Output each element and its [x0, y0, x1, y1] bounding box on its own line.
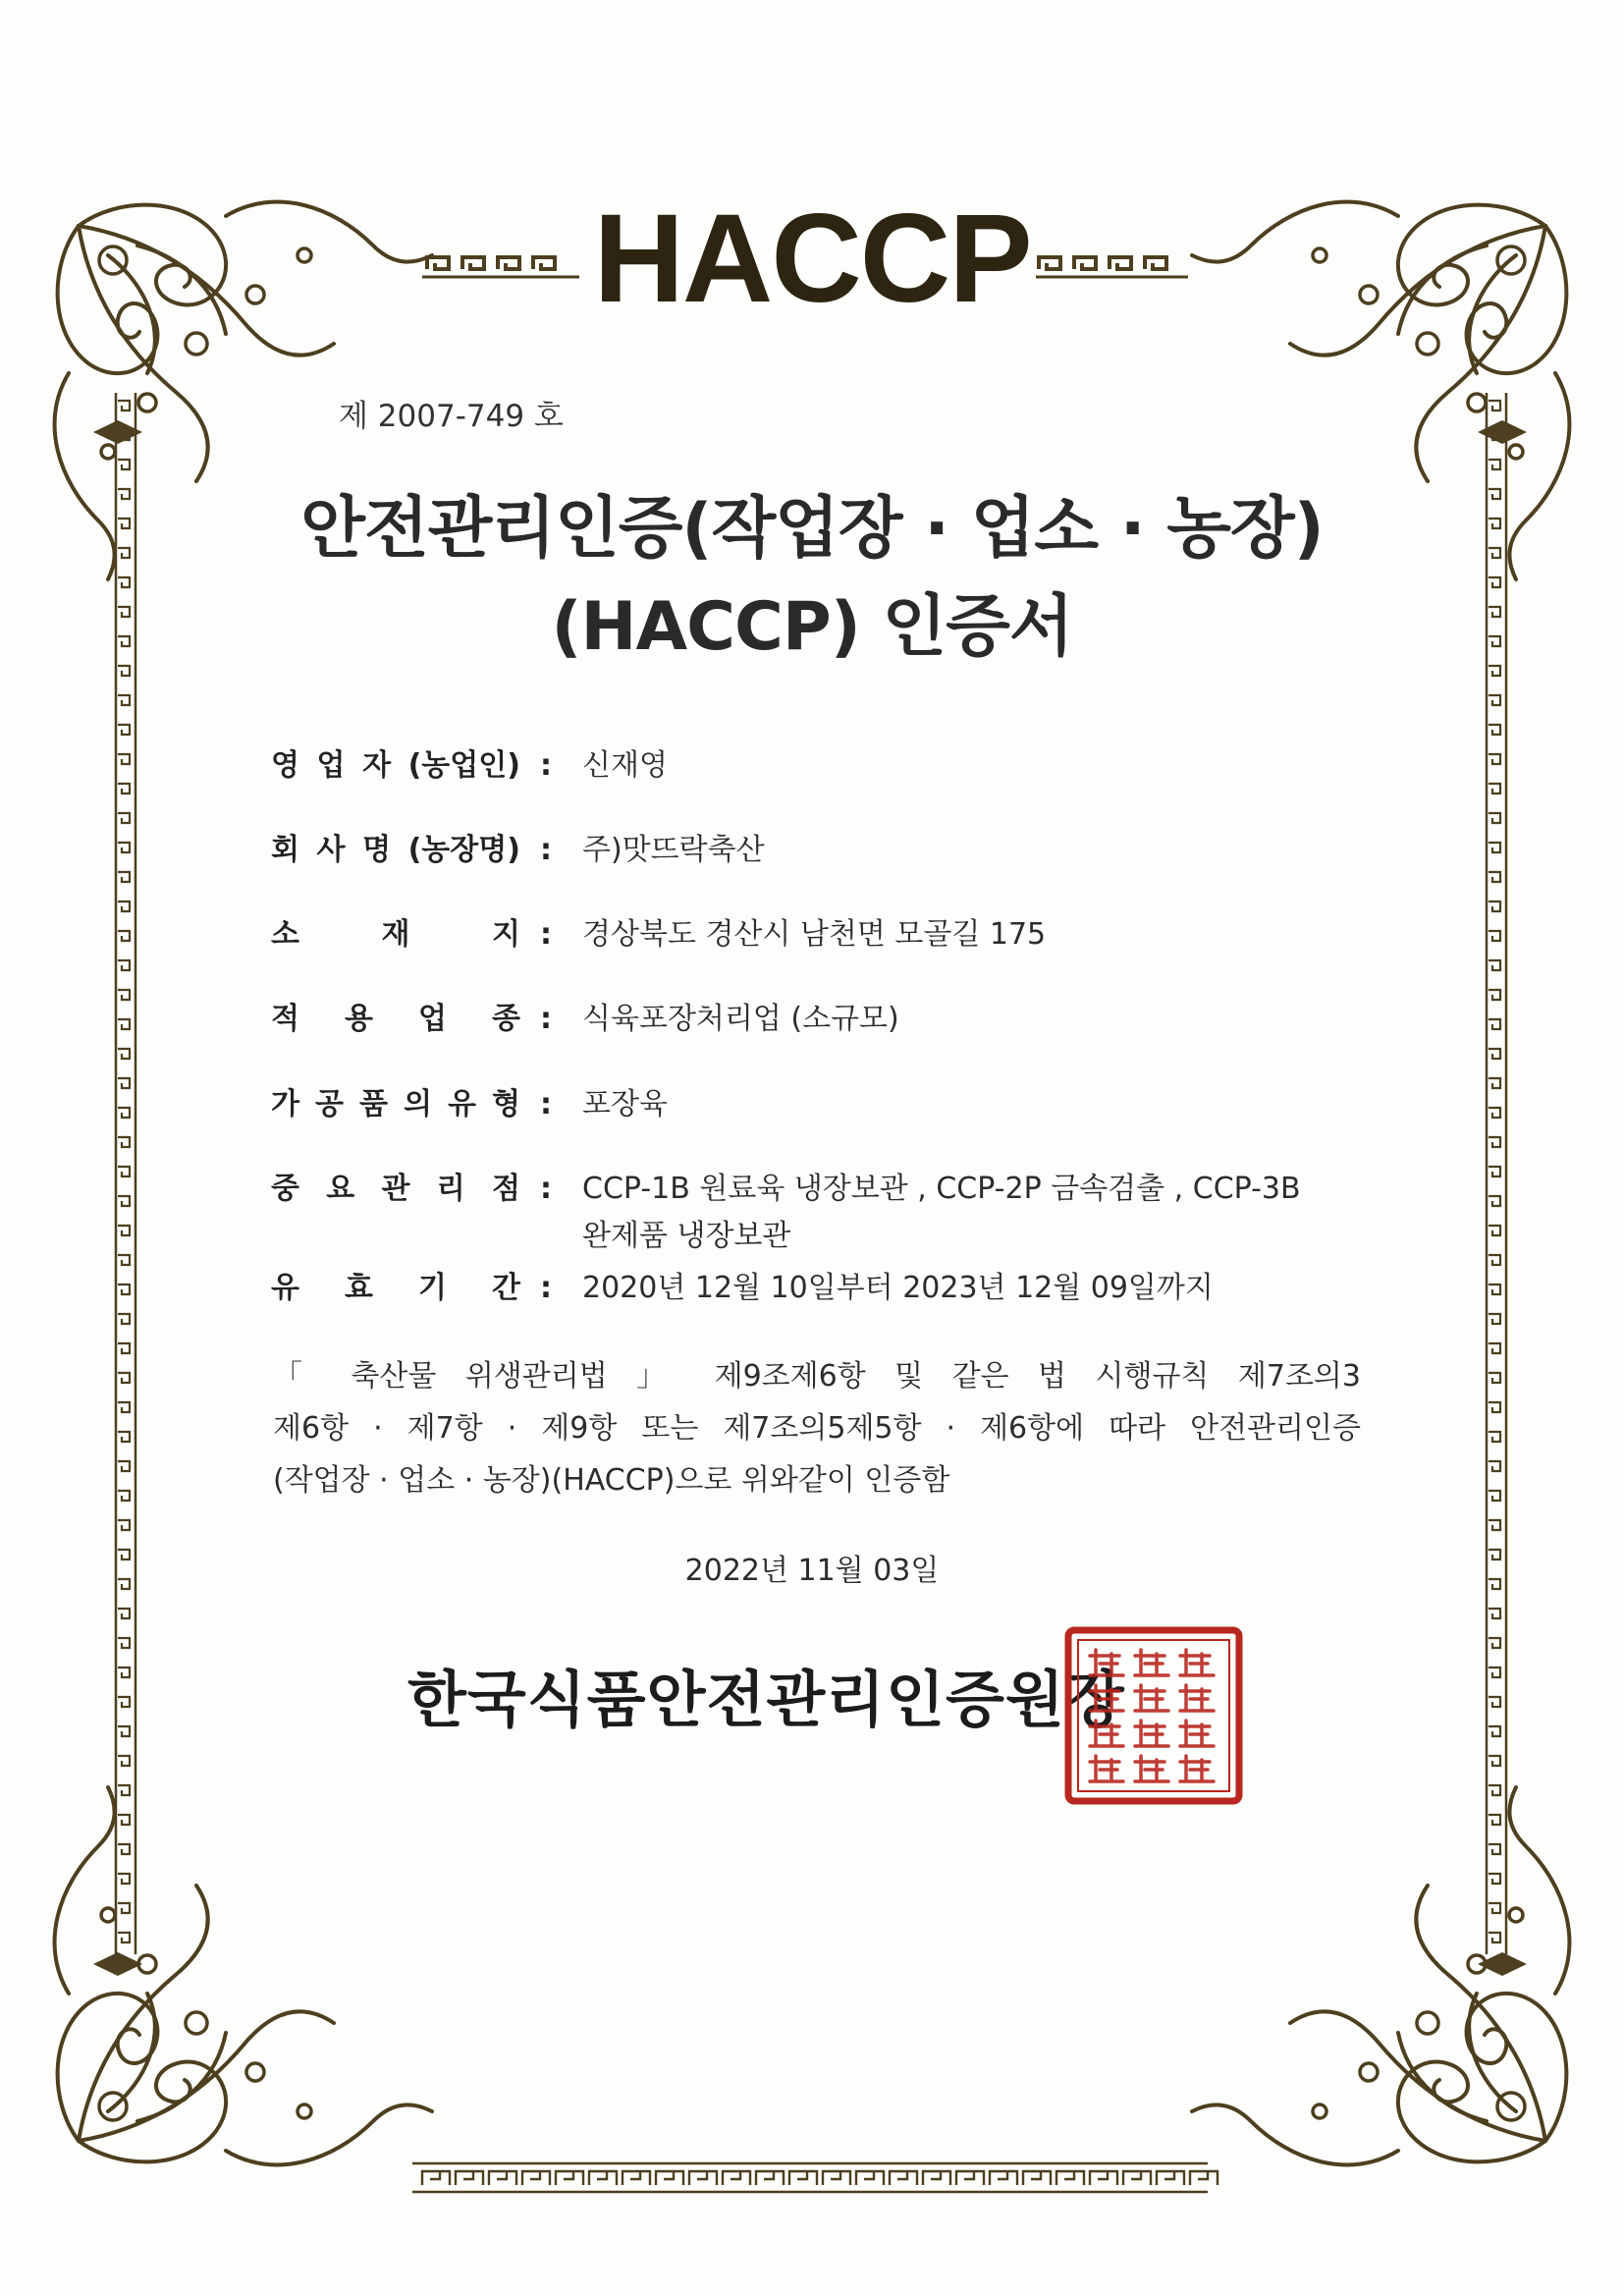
- field-label: [271, 917, 520, 952]
- field-label-part: 유: [448, 1087, 476, 1121]
- corner-flourish: [55, 1787, 432, 2164]
- seal-script: [1090, 1650, 1214, 1781]
- field-label-part: 명: [362, 833, 392, 867]
- field-value-line: 완제품 냉장보관: [582, 1219, 791, 1253]
- leaf-ornament: [1478, 420, 1527, 444]
- field-label-part: 재: [381, 917, 410, 952]
- field-value-line: 주)맛뜨락축산: [582, 833, 765, 867]
- field-label-part: 업: [418, 1002, 447, 1036]
- field-value: [582, 1002, 899, 1036]
- field-value-line: 식육포장처리업 (소규모): [582, 1002, 899, 1036]
- field-label-part: 유: [271, 1271, 299, 1305]
- flourish-scroll: [1417, 2012, 1438, 2034]
- certificate-title-line2: (HACCP) 인증서: [551, 588, 1073, 666]
- legal-statement-line: 「 축산물 위생관리법 」 제9조제6항 및 같은 법 시행규칙 제7조의3: [273, 1359, 1361, 1394]
- field-label-part: 사: [316, 833, 346, 867]
- legal-statement-line: 제6항 · 제7항 · 제9항 또는 제7조의5제5항 · 제6항에 따라 안전관리인증: [273, 1411, 1361, 1446]
- field-label-part: 중: [271, 1172, 299, 1206]
- field-label: [271, 748, 520, 783]
- flourish-scroll: [1509, 445, 1523, 459]
- field-label-part: 회: [271, 833, 299, 867]
- field-value: [582, 1271, 1214, 1305]
- field-value: [582, 1087, 668, 1121]
- field-label-part: 효: [345, 1271, 373, 1305]
- flourish-scroll: [138, 394, 156, 411]
- field-label-part: 소: [271, 917, 299, 952]
- field-label-part: 영: [271, 748, 299, 783]
- field-colon: :: [540, 1002, 552, 1036]
- flourish-scroll: [186, 333, 207, 355]
- field-value-line: 포장육: [582, 1087, 668, 1121]
- flourish-scroll: [1417, 333, 1438, 355]
- flourish-stroke: [226, 2105, 432, 2164]
- field-colon: :: [540, 1271, 552, 1305]
- certificate-number: 제 2007-749 호: [339, 399, 564, 434]
- flourish-stroke: [79, 1886, 208, 2141]
- legal-statement-line: (작업장 · 업소 · 농장)(HACCP)으로 위와같이 인증함: [273, 1463, 950, 1498]
- field-colon: :: [540, 833, 552, 867]
- field-value: [582, 833, 765, 867]
- flourish-scroll: [298, 2105, 311, 2118]
- field-label-part: 종: [492, 1002, 520, 1036]
- field-label-part: 간: [492, 1271, 520, 1305]
- issuer-name: 한국식품안전관리인증원장: [407, 1664, 1125, 1735]
- field-colon: :: [540, 1087, 552, 1121]
- field-label-part: 리: [436, 1172, 465, 1206]
- field-colon: :: [540, 917, 552, 952]
- field-label-part: 기: [418, 1271, 447, 1305]
- flourish-stroke: [1192, 2105, 1398, 2164]
- field-label-part: 형: [492, 1087, 520, 1121]
- field-colon: :: [540, 748, 552, 783]
- flourish-scroll: [1468, 394, 1486, 411]
- field-label-part: 자: [362, 748, 392, 783]
- field-label-part: 품: [359, 1087, 388, 1121]
- field-value-line: 2020년 12월 10일부터 2023년 12월 09일까지: [582, 1271, 1214, 1305]
- field-label-part: 가: [271, 1087, 299, 1121]
- field-colon: :: [540, 1172, 552, 1206]
- field-label-part: 관: [381, 1172, 410, 1206]
- greek-key-pattern: [422, 2171, 1218, 2185]
- field-value-line: CCP-1B 원료육 냉장보관 , CCP-2P 금속검출 , CCP-3B: [582, 1172, 1301, 1206]
- field-label: [271, 1087, 520, 1121]
- leaf-ornament: [1478, 1952, 1527, 1976]
- corner-flourish: [1192, 1787, 1569, 2164]
- field-value-line: 경상북도 경산시 남천면 모골길 175: [582, 917, 1047, 952]
- field-label-part: (농업인): [407, 748, 520, 783]
- field-value: [582, 1166, 1368, 1260]
- flourish-scroll: [1313, 2105, 1326, 2118]
- field-label: [271, 833, 520, 867]
- flourish-scroll: [1509, 1908, 1523, 1922]
- field-label-part: 점: [492, 1172, 520, 1206]
- field-label-part: 공: [315, 1087, 344, 1121]
- field-value: [582, 917, 1047, 952]
- field-label-part: 의: [404, 1087, 432, 1121]
- certificate-title-line1: 안전관리인증(작업장 · 업소 · 농장): [300, 490, 1324, 568]
- field-label-part: 지: [492, 917, 520, 952]
- flourish-stroke: [1416, 1886, 1545, 2141]
- flourish-scroll: [101, 445, 115, 459]
- field-value: [582, 748, 668, 783]
- flourish-scroll: [186, 2012, 207, 2034]
- field-label: [271, 1002, 520, 1036]
- field-label-part: 요: [326, 1172, 355, 1206]
- flourish-scroll: [1360, 2063, 1378, 2081]
- field-label: [271, 1172, 520, 1206]
- leaf-ornament: [93, 1952, 142, 1976]
- field-label-part: 용: [345, 1002, 373, 1036]
- official-seal-stamp: [1060, 1622, 1247, 1809]
- field-value-line: 신재영: [582, 748, 668, 783]
- field-label-part: (농장명): [407, 833, 520, 867]
- issue-date: 2022년 11월 03일: [684, 1554, 940, 1588]
- flourish-scroll: [101, 1908, 115, 1922]
- flourish-scroll: [246, 2063, 264, 2081]
- field-label: [271, 1271, 520, 1305]
- field-label-part: 업: [316, 748, 346, 783]
- haccp-logo-text: HACCP: [593, 189, 1031, 329]
- legal-statement: [273, 1350, 1361, 1506]
- field-label-part: 적: [271, 1002, 299, 1036]
